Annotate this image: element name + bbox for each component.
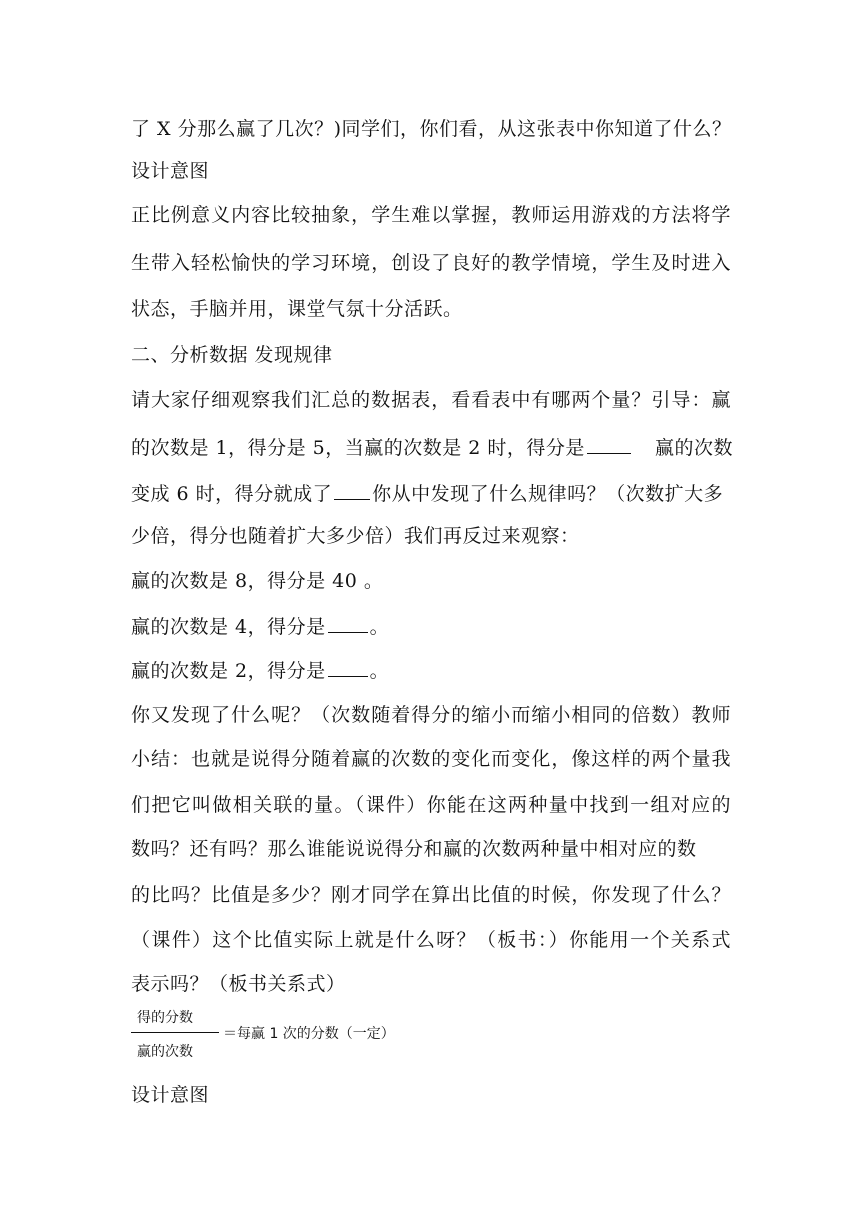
text-line: 表示吗？（板书关系式） (131, 973, 346, 995)
text-line: 小结：也就是说得分随着赢的次数的变化而变化，像这样的两个量我 (131, 748, 731, 770)
formula-numerator: 得的分数 (137, 1010, 193, 1026)
text-line-with-blank (131, 654, 731, 686)
fraction-bar (131, 1032, 219, 1033)
text-segment: 赢的次数是 2，得分是 (131, 660, 326, 682)
text-line: 赢的次数是 8，得分是 40 。 (131, 570, 384, 592)
text-segment: 你从中发现了什么规律吗？（次数扩大多 (372, 483, 724, 505)
section-heading-analyze-data: 二、分析数据 发现规律 (131, 344, 333, 366)
text-segment: 赢的次数是 4，得分是 (131, 616, 326, 638)
text-line: 你又发现了什么呢？（次数随着得分的缩小而缩小相同的倍数）教师 (131, 704, 731, 726)
text-line-with-blank (131, 610, 731, 642)
text-segment: 赢的次数 (654, 437, 733, 459)
text-line: 生带入轻松愉快的学习环境，创设了良好的教学情境，学生及时进入 (131, 252, 731, 274)
text-line-with-blank (131, 477, 731, 509)
text-line: （课件）这个比值实际上就是什么呀？（板书：）你能用一个关系式 (131, 929, 731, 951)
text-line: 了 X 分那么赢了几次？)同学们，你们看，从这张表中你知道了什么？ (131, 118, 732, 140)
text-segment: 。 (369, 660, 390, 682)
formula-right-side: ＝每赢 1 次的分数（一定） (223, 1026, 395, 1042)
fill-in-blank (328, 654, 368, 677)
text-line: 们把它叫做相关联的量。（课件）你能在这两种量中找到一组对应的 (131, 794, 731, 816)
relationship-formula (131, 1008, 431, 1068)
text-line: 状态，手脑并用，课堂气氛十分活跃。 (131, 298, 463, 320)
text-segment: 。 (369, 616, 390, 638)
section-heading-design-intent: 设计意图 (131, 160, 210, 182)
text-line: 正比例意义内容比较抽象，学生难以掌握，教师运用游戏的方法将学 (131, 204, 731, 226)
text-line: 请大家仔细观察我们汇总的数据表，看看表中有哪两个量？引导：赢 (131, 389, 731, 411)
fill-in-blank (328, 610, 368, 633)
text-segment: 的次数是 1，得分是 5，当赢的次数是 2 时，得分是 (131, 437, 585, 459)
section-heading-design-intent: 设计意图 (131, 1084, 210, 1106)
text-line: 少倍，得分也随着扩大多少倍）我们再反过来观察： (131, 525, 580, 547)
formula-denominator: 赢的次数 (137, 1044, 193, 1060)
text-segment: 变成 6 时，得分就成了 (131, 483, 333, 505)
text-line: 的比吗？比值是多少？刚才同学在算出比值的时候，你发现了什么？ (131, 884, 731, 906)
fill-in-blank (334, 477, 370, 500)
fill-in-blank (587, 431, 631, 454)
text-line: 数吗？还有吗？那么谁能说说得分和赢的次数两种量中相对应的数 (131, 838, 697, 860)
text-line-with-blank (131, 431, 731, 463)
